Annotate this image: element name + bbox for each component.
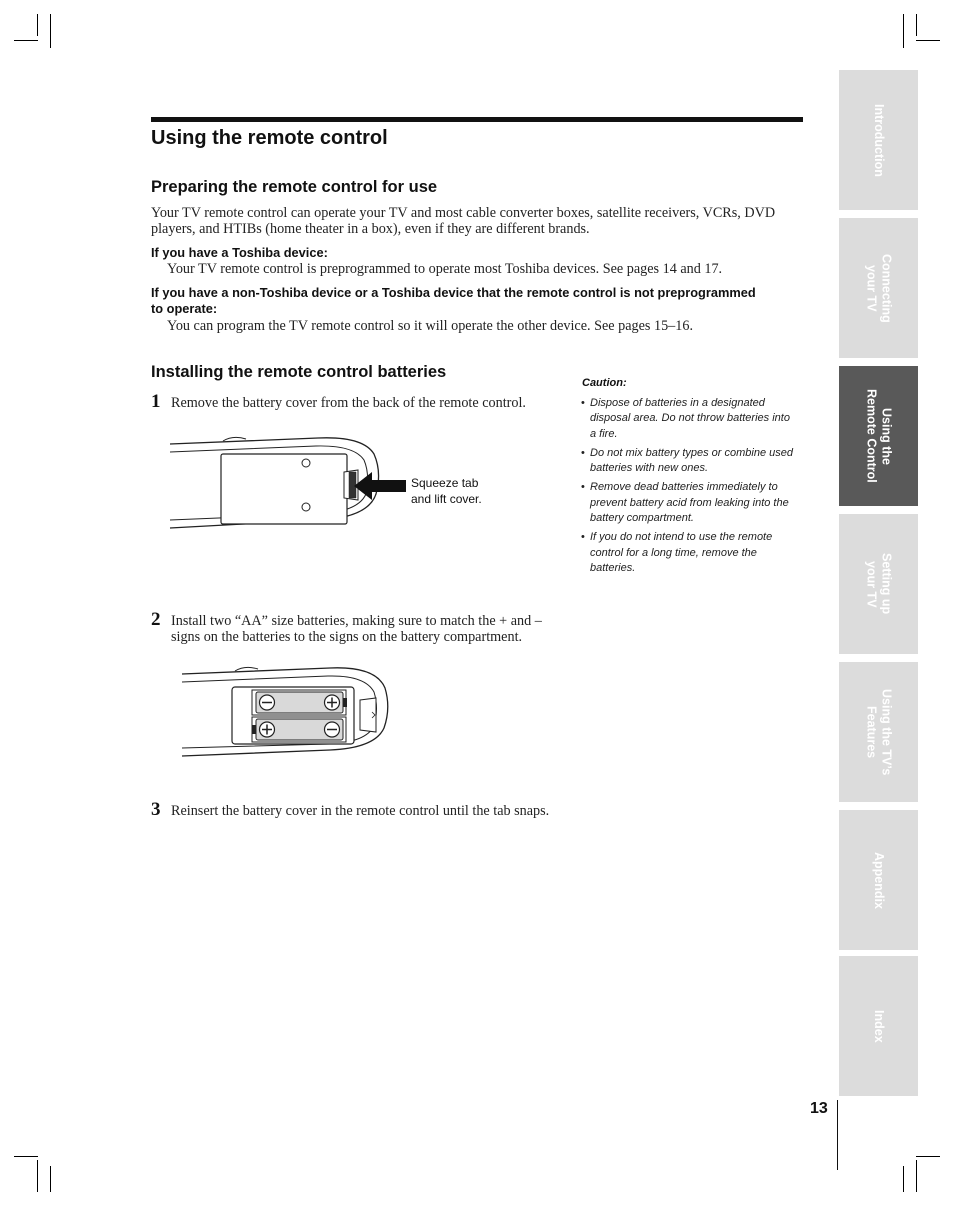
arrow-icon	[352, 470, 408, 502]
step-1-number: 1	[151, 391, 161, 412]
caution-item-line: batteries with new ones.	[590, 462, 709, 475]
battery-compartment-illustration	[180, 662, 390, 762]
crop-mark	[903, 1166, 904, 1192]
caution-item	[581, 530, 806, 576]
section-heading-batteries: Installing the remote control batteries	[151, 363, 447, 381]
bullet-icon: •	[581, 446, 585, 459]
tab-appendix[interactable]	[839, 810, 918, 950]
tab-label: Using the Remote Control	[864, 389, 894, 483]
crop-mark	[916, 1156, 940, 1157]
intro-line-1: Your TV remote control can operate your TV and most cable converter boxes, satellite receivers, VCRs, DVD	[151, 205, 776, 221]
caution-item-line: Do not mix battery types or combine used	[590, 446, 793, 459]
non-toshiba-text: You can program the TV remote control so it will operate the other device. See pages 15–16.	[167, 318, 693, 334]
crop-mark	[916, 14, 917, 36]
caution-item	[581, 396, 806, 442]
caution-item-line: control for a long time, remove the	[590, 546, 757, 559]
crop-mark	[14, 1156, 38, 1157]
tab-using-the-remote-control[interactable]	[839, 366, 918, 506]
caution-item	[581, 480, 806, 526]
caution-title: Caution:	[582, 377, 627, 389]
tab-index[interactable]	[839, 956, 918, 1096]
non-toshiba-heading-line-2: to operate:	[151, 301, 218, 316]
tab-introduction[interactable]	[839, 70, 918, 210]
caution-item-line: Remove dead batteries immediately to	[590, 481, 778, 494]
page-number: 13	[810, 1100, 828, 1117]
header-rule	[151, 117, 803, 122]
crop-mark	[916, 40, 940, 41]
caution-item-line: batteries.	[590, 561, 636, 574]
tab-label: Introduction	[872, 103, 886, 177]
callout-line-1: Squeeze tab	[411, 476, 479, 490]
section-heading-prepare: Preparing the remote control for use	[151, 178, 438, 196]
crop-mark	[14, 40, 38, 41]
intro-line-2: players, and HTIBs (home theater in a box), even if they are different brands.	[151, 221, 590, 237]
tab-connecting-your-tv[interactable]	[839, 218, 918, 358]
step-1-text: Remove the battery cover from the back of the remote control.	[171, 395, 526, 411]
step-3-text: Reinsert the battery cover in the remote control until the tab snaps.	[171, 803, 550, 819]
remote-cover-illustration	[168, 432, 383, 532]
step-2-number: 2	[151, 609, 161, 630]
caution-item-line: a fire.	[590, 427, 618, 440]
bullet-icon: •	[581, 531, 585, 544]
tab-label: Appendix	[872, 851, 886, 909]
bullet-icon: •	[581, 397, 585, 409]
tab-label: Connecting your TV	[864, 253, 894, 323]
page-title: Using the remote control	[151, 127, 388, 149]
callout-line-2: and lift cover.	[411, 492, 482, 506]
toshiba-text: Your TV remote control is preprogrammed to operate most Toshiba devices. See pages 14 and 17.	[167, 261, 723, 277]
caution-item-line: prevent battery acid from leaking into the	[590, 496, 789, 509]
caution-list	[581, 396, 806, 580]
page-number-divider	[837, 1100, 838, 1170]
caution-item	[581, 446, 806, 477]
crop-mark	[50, 14, 51, 48]
caution-item-line: If you do not intend to use the remote	[590, 531, 773, 544]
crop-mark	[50, 1166, 51, 1192]
tab-label: Using the TV’s Features	[864, 688, 894, 776]
caution-item-line: disposal area. Do not throw batteries into	[590, 412, 790, 425]
crop-mark	[37, 14, 38, 36]
step-2-line-1: Install two “AA” size batteries, making sure to match the + and –	[171, 613, 542, 629]
tab-using-the-tvs-features[interactable]	[839, 662, 918, 802]
tab-setting-up-your-tv[interactable]	[839, 514, 918, 654]
toshiba-heading: If you have a Toshiba device:	[151, 245, 328, 260]
bullet-icon: •	[581, 481, 585, 494]
crop-mark	[903, 14, 904, 48]
crop-mark	[916, 1160, 917, 1192]
caution-item-line: battery compartment.	[590, 512, 694, 525]
step-3-number: 3	[151, 799, 161, 820]
step-2-line-2: signs on the batteries to the signs on the battery compartment.	[171, 629, 523, 645]
non-toshiba-heading-line-1: If you have a non-Toshiba device or a Toshiba device that the remote control is not preprogrammed	[151, 285, 756, 300]
tab-label: Index	[872, 1009, 886, 1043]
caution-item-line: Dispose of batteries in a designated	[590, 397, 765, 409]
tab-label: Setting up your TV	[864, 553, 894, 615]
crop-mark	[37, 1160, 38, 1192]
